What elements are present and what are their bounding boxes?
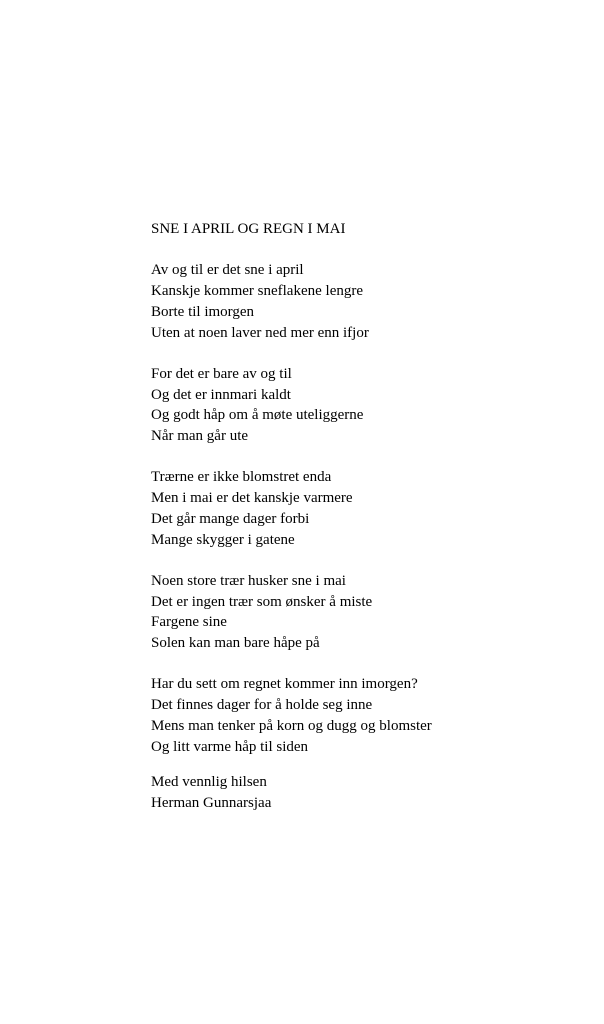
poem-line: Fargene sine (151, 614, 227, 631)
poem-line: Mens man tenker på korn og dugg og blomster (151, 717, 432, 734)
poem-line: Når man går ute (151, 428, 249, 444)
poem-line: Noen store trær husker sne i mai (151, 572, 346, 589)
stanza-gap (151, 447, 571, 468)
poem-line: Men i mai er det kanskje varmere (151, 490, 353, 507)
poem-line: Trærne er ikke blomstret enda (151, 469, 332, 486)
poem-line: Borte til imorgen (151, 303, 255, 320)
poem-line: Av og til er det sne i april (151, 262, 304, 279)
stanza-5 (151, 674, 571, 757)
closing-line: Med vennlig hilsen (151, 773, 267, 790)
poem-body (151, 219, 571, 813)
stanza-2 (151, 364, 571, 447)
poem-line: Uten at noen laver ned mer enn ifjor (151, 324, 369, 341)
stanza-3 (151, 467, 571, 550)
stanza-1 (151, 260, 571, 343)
stanza-4 (151, 571, 571, 654)
poem-line: Og godt håp om å møte uteliggerne (151, 407, 364, 424)
stanza-gap (151, 343, 571, 364)
poem-line: Solen kan man bare håpe på (151, 635, 320, 651)
poem-line: Kanskje kommer sneflakene lengre (151, 283, 363, 300)
poem-line: Og litt varme håp til siden (151, 738, 309, 755)
poem-line: Har du sett om regnet kommer inn imorgen? (151, 676, 418, 693)
stanza-gap (151, 654, 571, 675)
signature (151, 772, 571, 813)
poem-line: Og det er innmari kaldt (151, 386, 291, 403)
stanza-gap (151, 550, 571, 571)
poem-line: Det er ingen trær som ønsker å miste (151, 593, 373, 610)
poem-line: Det finnes dager for å holde seg inne (151, 697, 373, 714)
author-name: Herman Gunnarsjaa (151, 794, 272, 811)
poem-title: SNE I APRIL OG REGN I MAI (151, 221, 346, 237)
stanza-gap (151, 240, 571, 261)
poem-line: Det går mange dager forbi (151, 510, 310, 527)
poem-line: For det er bare av og til (151, 365, 292, 382)
poem-line: Mange skygger i gatene (151, 531, 295, 548)
